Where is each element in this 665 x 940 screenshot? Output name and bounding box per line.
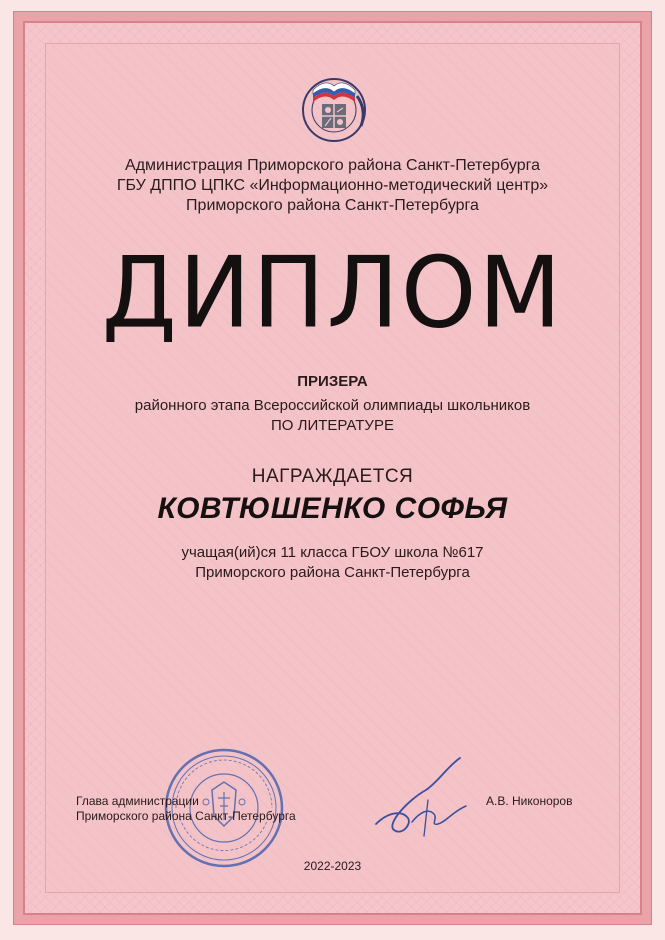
event-description (0, 396, 665, 436)
awarded-label: НАГРАЖДАЕТСЯ (251, 466, 414, 487)
signatory-position-line: Глава администрации (76, 794, 199, 808)
diploma-title: ДИПЛОМ (101, 235, 564, 351)
details-line: Приморского района Санкт-Петербурга (195, 564, 470, 581)
details-line: учащая(ий)ся 11 класса ГБОУ школа №617 (181, 544, 484, 561)
event-subject: ПО ЛИТЕРАТУРЕ (271, 417, 394, 434)
handwritten-signature-icon (368, 752, 480, 844)
recipient-details (0, 543, 665, 583)
signatory-name: А.В. Никоноров (486, 794, 573, 808)
award-role: ПРИЗЕРА (297, 373, 368, 390)
issuer-line: Приморского района Санкт-Петербурга (186, 197, 479, 214)
issuer-line: ГБУ ДППО ЦПКС «Информационно-методический центр» (116, 177, 549, 194)
signatory-position-line: Приморского района Санкт-Петербурга (76, 809, 296, 823)
issuer-block (0, 156, 665, 216)
olympiad-emblem-icon (295, 68, 373, 146)
signatory-position (76, 794, 296, 824)
academic-year: 2022-2023 (303, 859, 362, 873)
event-line: районного этапа Всероссийской олимпиады школьников (134, 397, 531, 414)
recipient-name: КОВТЮШЕНКО СОФЬЯ (157, 492, 508, 525)
issuer-line: Администрация Приморского района Санкт-Петербурга (125, 157, 540, 174)
